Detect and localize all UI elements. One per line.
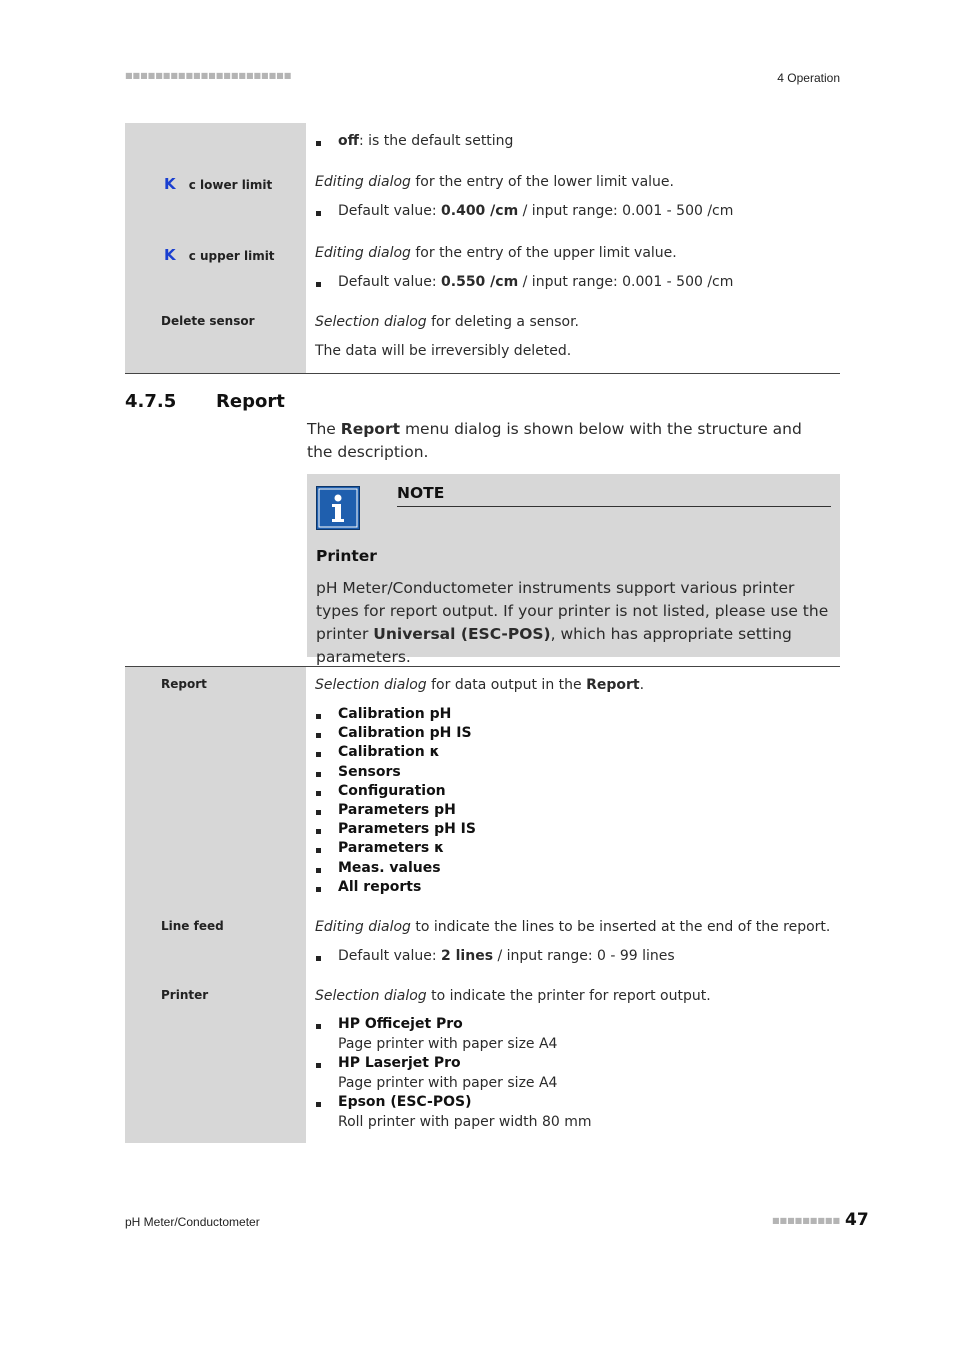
description-text: to indicate the lines to be inserted at the end of the report. (410, 919, 831, 935)
note-printer-name: Universal (ESC-POS) (373, 625, 551, 643)
section-intro (307, 418, 827, 464)
note-body (316, 577, 836, 669)
info-icon (316, 486, 360, 530)
default-prefix: Default value: (338, 274, 442, 290)
info-icon-glyph (317, 487, 359, 529)
report-label: Report (161, 677, 207, 691)
report-item: Sensors (338, 763, 401, 780)
description-text: for the entry of the upper limit value. (410, 245, 677, 261)
delete-sensor-label: Delete sensor (161, 314, 255, 328)
report-item: Parameters κ (338, 840, 445, 857)
report-name: Report (586, 677, 640, 693)
dialog-type: Editing dialog (315, 174, 411, 190)
kappa-icon: K (164, 175, 176, 193)
report-item: Calibration κ (338, 744, 440, 761)
report-item: All reports (338, 878, 422, 895)
footer-decoration: ■■■■■■■■■ (772, 1216, 841, 1225)
upper-limit-label (164, 245, 275, 264)
delete-sensor-note: The data will be irreversibly deleted. (315, 343, 572, 359)
dialog-type: Selection dialog (315, 988, 427, 1004)
intro-prefix: The (307, 420, 341, 438)
report-item: Calibration pH (338, 706, 452, 722)
header-decoration: ■■■■■■■■■■■■■■■■■■■■■■ (125, 71, 292, 80)
note-title-rule (397, 506, 831, 507)
bullet (316, 956, 321, 961)
table2-label-column (125, 667, 306, 1143)
input-range: / input range: 0.001 - 500 /cm (518, 274, 734, 290)
off-value: off (338, 133, 359, 149)
note-title: NOTE (397, 484, 445, 502)
note-subtitle: Printer (316, 547, 377, 565)
off-description: : is the default setting (358, 133, 514, 149)
table1-bottom-rule (125, 373, 840, 374)
dialog-type: Selection dialog (315, 314, 427, 330)
upper-limit-default (338, 274, 733, 290)
delete-sensor-description (315, 314, 579, 330)
printer-option-description: Roll printer with paper width 80 mm (338, 1114, 592, 1130)
chapter-title: 4 Operation (777, 71, 840, 85)
printer-option-description: Page printer with paper size A4 (338, 1075, 558, 1091)
input-range: / input range: 0 - 99 lines (493, 948, 675, 964)
bullet (316, 141, 321, 146)
upper-limit-description (315, 245, 677, 261)
off-item (338, 133, 513, 149)
upper-limit-text: c upper limit (188, 249, 275, 263)
description-text: to indicate the printer for report output. (426, 988, 711, 1004)
printer-description (315, 988, 711, 1004)
section-number: 4.7.5 (125, 391, 177, 412)
default-prefix: Default value: (338, 203, 442, 219)
line-feed-description (315, 919, 830, 935)
dialog-type: Editing dialog (315, 245, 411, 261)
line-feed-label: Line feed (161, 919, 224, 933)
description-text: for data output in the (426, 677, 587, 693)
note-body-text: pH Meter/Conductometer instruments support various printer types for report output. If your printer is not listed, please use the printer (316, 579, 829, 643)
printer-label: Printer (161, 988, 209, 1002)
lower-limit-description (315, 174, 674, 190)
input-range: / input range: 0.001 - 500 /cm (518, 203, 734, 219)
printer-option-description: Page printer with paper size A4 (338, 1036, 558, 1052)
report-item: Meas. values (338, 859, 441, 876)
note-body-suffix: , which has appropriate setting parameters. (316, 625, 792, 666)
section-title: Report (216, 391, 285, 412)
bullet (316, 282, 321, 287)
dialog-type: Selection dialog (315, 677, 427, 693)
printer-option-name: HP Laserjet Pro (338, 1055, 461, 1071)
page-number: 47 (845, 1210, 869, 1230)
report-item: Calibration pH IS (338, 725, 472, 742)
report-item: Configuration (338, 782, 446, 799)
default-value: 0.400 /cm (441, 203, 519, 219)
default-value: 2 lines (441, 948, 494, 964)
intro-menu-name: Report (340, 420, 401, 438)
lower-limit-label (164, 174, 272, 193)
report-item: Parameters pH IS (338, 821, 476, 838)
intro-suffix: menu dialog is shown below with the structure and the description. (307, 420, 802, 461)
report-item: Parameters pH (338, 802, 456, 818)
description-end: . (639, 677, 645, 693)
printer-option-name: HP Officejet Pro (338, 1016, 463, 1032)
default-prefix: Default value: (338, 948, 442, 964)
dialog-type: Editing dialog (315, 919, 411, 935)
default-value: 0.550 /cm (441, 274, 519, 290)
line-feed-default (338, 948, 675, 964)
footer-product: pH Meter/Conductometer (125, 1215, 260, 1229)
lower-limit-default (338, 203, 733, 219)
printer-option-name: Epson (ESC-POS) (338, 1094, 472, 1110)
description-text: for the entry of the lower limit value. (410, 174, 674, 190)
report-description (315, 677, 644, 693)
bullet (316, 211, 321, 216)
description-text: for deleting a sensor. (426, 314, 580, 330)
kappa-icon: K (164, 246, 176, 264)
lower-limit-text: c lower limit (188, 178, 273, 192)
